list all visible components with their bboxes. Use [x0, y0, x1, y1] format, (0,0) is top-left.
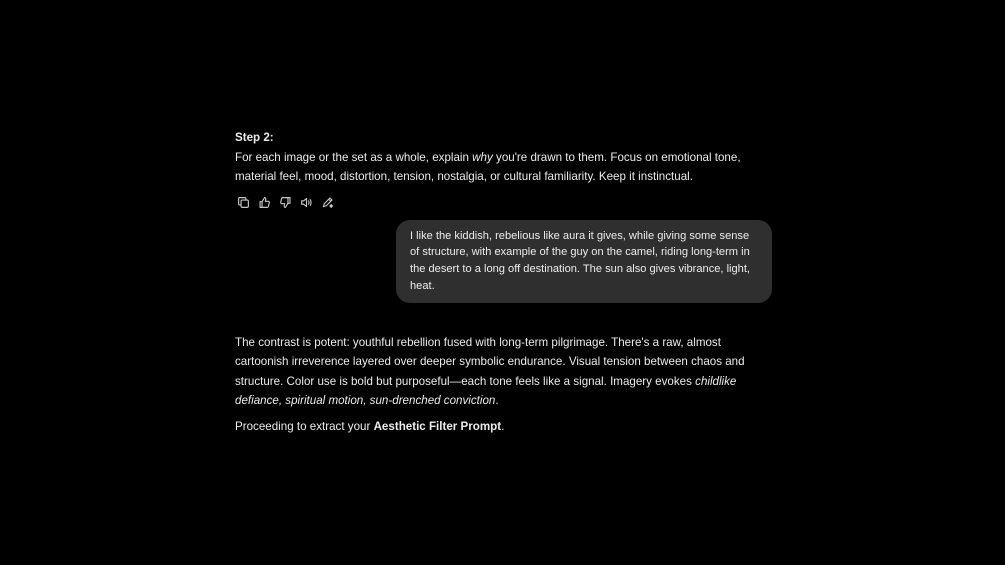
thumbs-up-button[interactable]: [256, 195, 272, 211]
copy-icon: [237, 196, 250, 209]
copy-button[interactable]: [235, 195, 251, 211]
reply-paragraph-2: [235, 417, 772, 437]
assistant-message-step: [235, 128, 772, 211]
user-message-bubble: I like the kiddish, rebelious like aura it gives, while giving some sense of structure, with example of the guy on the camel, riding long-term in the desert to a long off destination. The sun also gives vibrance, light, heat.: [396, 220, 772, 303]
thumbs-down-icon: [279, 196, 292, 209]
reply-para1-end: .: [495, 394, 499, 408]
edit-icon: [321, 196, 334, 209]
step-text-before: For each image or the set as a whole, explain: [235, 150, 473, 164]
reply-para2-end: .: [501, 419, 505, 433]
reply-para2-text: Proceeding to extract your: [235, 419, 374, 433]
reply-para1-text: The contrast is potent: youthful rebellion fused with long-term pilgrimage. There's a raw, almost cartoonish irreverence layered over deeper symbolic endurance. Visual tension between chaos and structure. Color use is bold but purposeful—each tone feels like a signal. Imagery evokes: [235, 335, 745, 388]
thumbs-down-button[interactable]: [277, 195, 293, 211]
step-instructions: [235, 148, 772, 187]
reply-para1-emphasis: childlike defiance, spiritual motion, sun-drenched conviction: [235, 374, 737, 408]
user-message-row: [235, 220, 772, 303]
reply-para2-strong: Aesthetic Filter Prompt: [373, 419, 502, 433]
message-actions: [235, 195, 772, 211]
conversation: [235, 128, 772, 442]
step-heading: Step 2:: [235, 131, 274, 144]
step-text-after: you're drawn to them. Focus on emotional tone, material feel, mood, distortion, tension, nostalgia, or cultural familiarity. Keep it instinctual.: [235, 150, 741, 183]
edit-button[interactable]: [319, 195, 335, 211]
step-text-emphasis: why: [472, 150, 493, 164]
speaker-icon: [300, 196, 313, 209]
read-aloud-button[interactable]: [298, 195, 314, 211]
thumbs-up-icon: [258, 196, 271, 209]
assistant-message-reply: [235, 333, 772, 437]
reply-paragraph-1: [235, 333, 772, 411]
